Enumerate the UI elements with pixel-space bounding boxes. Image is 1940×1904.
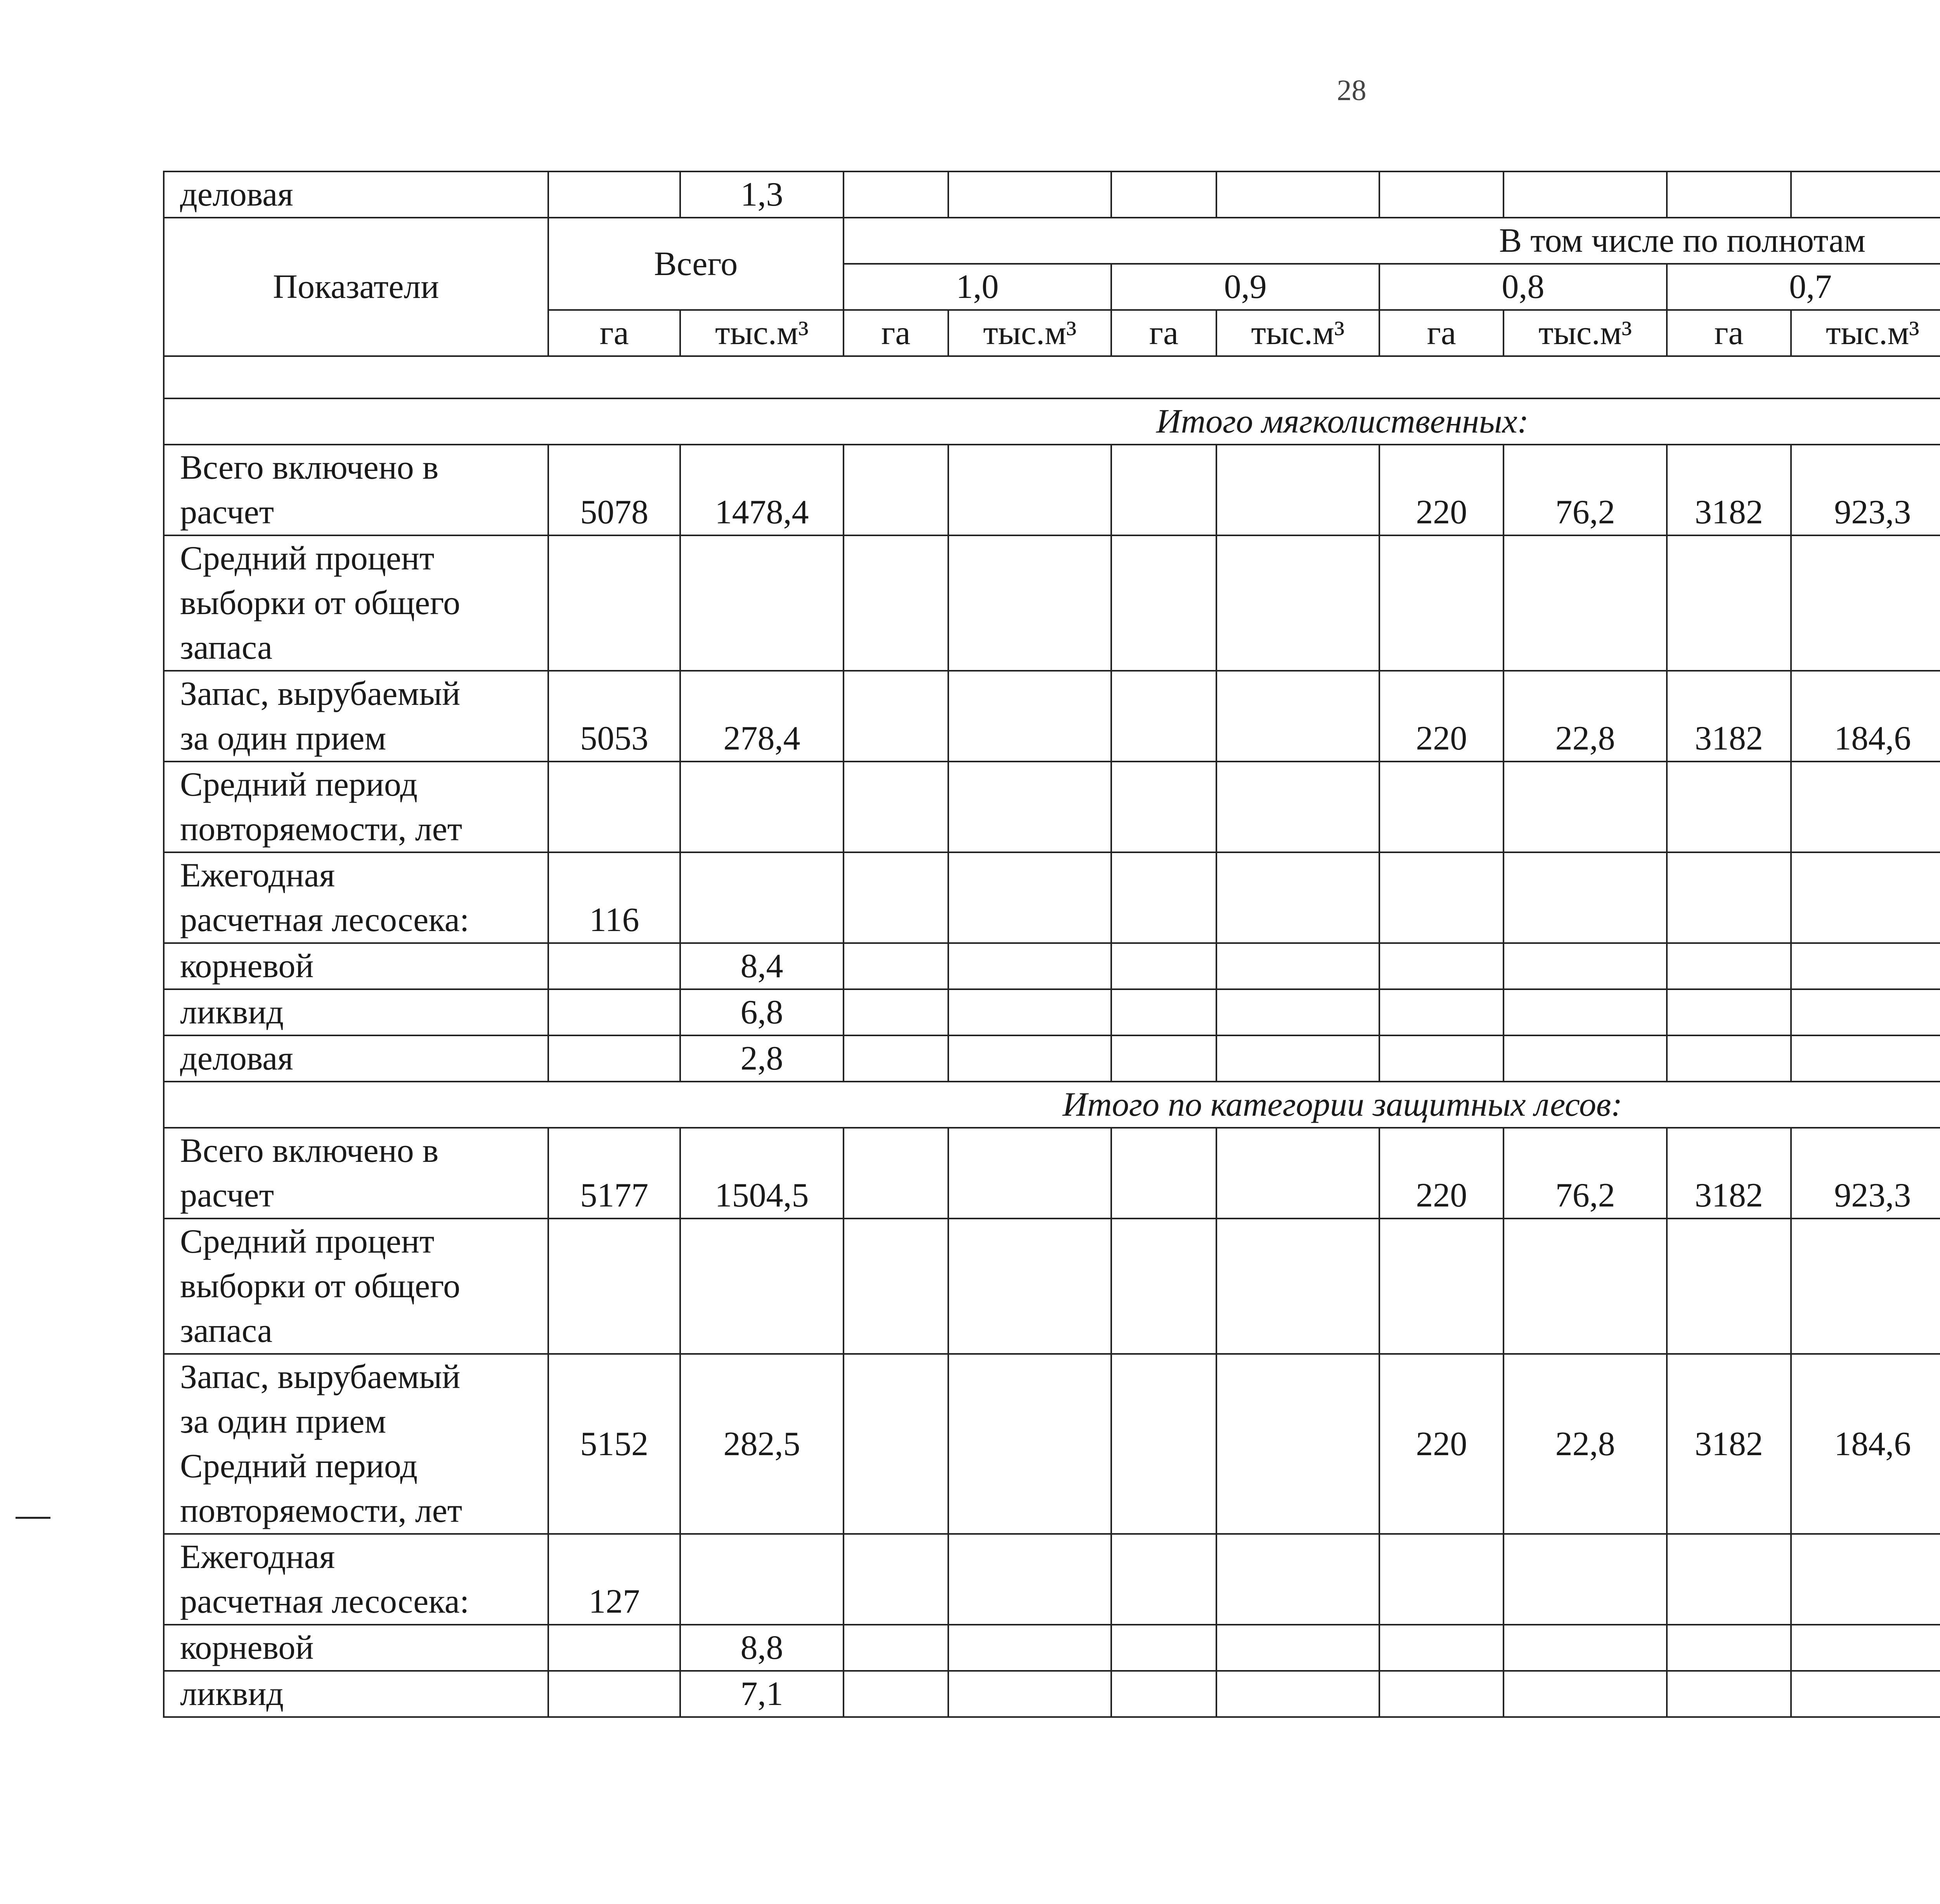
table-row: [164, 762, 1940, 852]
table-row: [164, 989, 1940, 1035]
unit-m3: тыс.м³: [680, 310, 843, 356]
cell-value: 220: [1379, 1354, 1504, 1534]
row-label: Всего включено в расчет: [164, 1128, 548, 1219]
table-row: [164, 1035, 1940, 1082]
cell-value: 282,5: [680, 1354, 843, 1534]
section-title: Итого по категории защитных лесов:: [164, 1082, 1940, 1128]
row-label: Средний процент выборки от общего запаса: [164, 1219, 548, 1354]
cell-value: [844, 671, 948, 762]
cell-value: 1,3: [680, 171, 843, 218]
cell-value: 2,8: [680, 1035, 843, 1082]
cell-value: 278,4: [680, 671, 843, 762]
unit-ga: га: [1111, 310, 1216, 356]
cell-value: 5152: [548, 1354, 680, 1534]
table-row: [164, 1671, 1940, 1717]
table-row: [164, 943, 1940, 989]
header-v-tom-chisle: В том числе по полнотам: [844, 218, 1940, 264]
row-label: Всего включено в расчет: [164, 445, 548, 535]
unit-m3: тыс.м³: [1504, 310, 1666, 356]
cell-value: 923,3: [1791, 445, 1940, 535]
cell-value: 5053: [548, 671, 680, 762]
cell-value: [1216, 1354, 1379, 1534]
cell-value: [948, 671, 1111, 762]
cell-value: 220: [1379, 445, 1504, 535]
header-vsego: Всего: [548, 218, 844, 310]
unit-ga: га: [548, 310, 680, 356]
unit-m3: тыс.м³: [1791, 310, 1940, 356]
section-title: Итого мягколиственных:: [164, 398, 1940, 445]
cell-value: 220: [1379, 1128, 1504, 1219]
table-row: [164, 671, 1940, 762]
spacer-row: [164, 356, 1940, 398]
cell-value: 3182: [1667, 1354, 1791, 1534]
row-label: корневой: [164, 1625, 548, 1671]
unit-m3: тыс.м³: [1216, 310, 1379, 356]
unit-m3: тыс.м³: [948, 310, 1111, 356]
header-density: 1,0: [844, 264, 1112, 310]
table-row: [164, 852, 1940, 943]
table-row: [164, 1219, 1940, 1354]
header-density: 0,9: [1111, 264, 1379, 310]
cell-value: 22,8: [1504, 1354, 1666, 1534]
cell-value: 3182: [1667, 1128, 1791, 1219]
table-row: [164, 535, 1940, 671]
table-row: [164, 445, 1940, 535]
header-density: 0,8: [1379, 264, 1667, 310]
row-label: Средний период повторяемости, лет: [164, 762, 548, 852]
section-title-row: [164, 1082, 1940, 1128]
cell-value: [1111, 1128, 1216, 1219]
cell-value: [844, 445, 948, 535]
cell-value: [844, 1354, 948, 1534]
cell-value: 116: [548, 852, 680, 943]
cell-value: [1111, 671, 1216, 762]
unit-ga: га: [1667, 310, 1791, 356]
cell-value: [1216, 445, 1379, 535]
cell-value: [1216, 1128, 1379, 1219]
row-label: деловая: [164, 1035, 548, 1082]
row-label: Ежегодная расчетная лесосека:: [164, 1534, 548, 1625]
cell-value: 1504,5: [680, 1128, 843, 1219]
cell-value: [948, 1354, 1111, 1534]
cell-value: 5177: [548, 1128, 680, 1219]
unit-ga: га: [844, 310, 948, 356]
section-title-row: [164, 398, 1940, 445]
cell-value: 184,6: [1791, 671, 1940, 762]
row-label: Запас, вырубаемый за один прием Средний период повторяемости, лет: [164, 1354, 548, 1534]
cell-value: 923,3: [1791, 1128, 1940, 1219]
table-row: [164, 1625, 1940, 1671]
row-label: Запас, вырубаемый за один прием: [164, 671, 548, 762]
left-margin-mark: [16, 1517, 50, 1519]
forest-report-table: [163, 171, 1940, 1718]
row-label: ликвид: [164, 989, 548, 1035]
row-label: деловая: [164, 171, 548, 218]
cell-value: 76,2: [1504, 445, 1666, 535]
cell-value: [1216, 671, 1379, 762]
table-row: [164, 1128, 1940, 1219]
row-label: корневой: [164, 943, 548, 989]
cell-value: 220: [1379, 671, 1504, 762]
row-label: ликвид: [164, 1671, 548, 1717]
carryover-row: [164, 171, 1940, 218]
cell-value: 184,6: [1791, 1354, 1940, 1534]
header-row-1: [164, 218, 1940, 264]
table-row: [164, 1534, 1940, 1625]
cell-value: [844, 1128, 948, 1219]
cell-value: 8,4: [680, 943, 843, 989]
cell-value: [948, 445, 1111, 535]
cell-value: 76,2: [1504, 1128, 1666, 1219]
cell-value: 3182: [1667, 671, 1791, 762]
unit-ga: га: [1379, 310, 1504, 356]
cell-value: 3182: [1667, 445, 1791, 535]
row-label: Ежегодная расчетная лесосека:: [164, 852, 548, 943]
header-density: 0,7: [1667, 264, 1940, 310]
cell-value: 22,8: [1504, 671, 1666, 762]
cell-value: 6,8: [680, 989, 843, 1035]
row-label: Средний процент выборки от общего запаса: [164, 535, 548, 671]
page-number: 28: [1337, 74, 1367, 107]
header-pokazateli: Показатели: [164, 218, 548, 356]
cell-value: [1111, 445, 1216, 535]
cell-value: 8,8: [680, 1625, 843, 1671]
cell-value: [948, 1128, 1111, 1219]
cell-value: 5078: [548, 445, 680, 535]
cell-value: [1111, 1354, 1216, 1534]
cell-value: 1478,4: [680, 445, 843, 535]
table-row: [164, 1354, 1940, 1534]
cell-value: 7,1: [680, 1671, 843, 1717]
cell-value: 127: [548, 1534, 680, 1625]
